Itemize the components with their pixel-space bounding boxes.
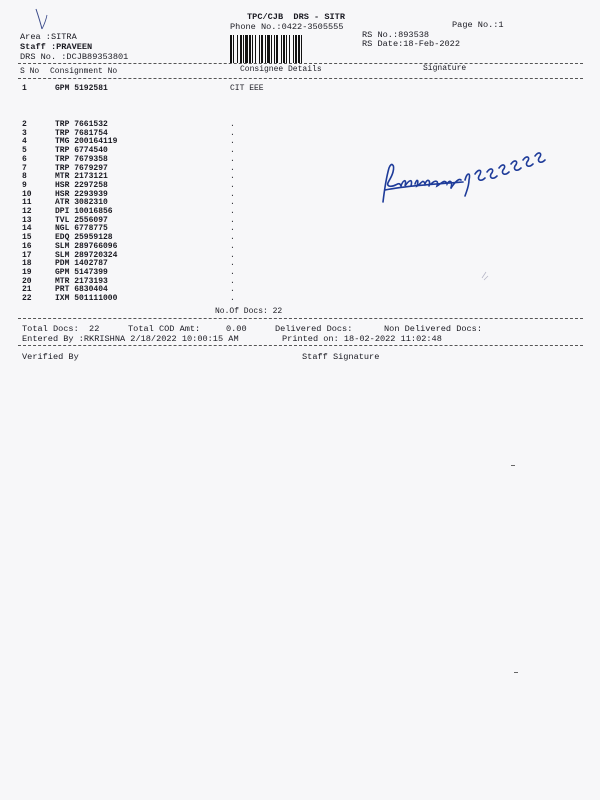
rs-date: RS Date:18-Feb-2022 xyxy=(362,39,460,49)
row-consignment-no: MTR 2173193 xyxy=(55,276,108,286)
phone-number: Phone No.:0422-3505555 xyxy=(230,22,344,32)
area-label: Area :SITRA xyxy=(20,32,77,42)
table-row xyxy=(0,259,600,268)
row-sno: 12 xyxy=(22,207,32,216)
row-consignment-no: DPI 10016856 xyxy=(55,207,113,216)
column-sno: S No xyxy=(20,67,40,76)
total-docs: Total Docs: 22 xyxy=(22,324,100,334)
table-row xyxy=(0,268,600,277)
row-consignee-details: . xyxy=(230,267,235,277)
row-sno: 16 xyxy=(22,241,32,251)
row-consignment-no: NGL 6778775 xyxy=(55,224,108,234)
row-consignee-details: . xyxy=(230,233,235,243)
speck-mark-icon xyxy=(478,268,494,284)
row-consignment-no: TVL 2556097 xyxy=(55,215,108,225)
row-sno: 7 xyxy=(22,163,27,173)
header-rule-bottom xyxy=(18,78,583,79)
page-number: Page No.:1 xyxy=(452,20,504,30)
barcode xyxy=(230,35,358,63)
row-consignment-no: TRP 7681754 xyxy=(55,128,108,138)
row-sno: 3 xyxy=(22,128,27,138)
column-signature: Signature xyxy=(423,64,467,73)
row-sno: 9 xyxy=(22,180,27,190)
row-sno: 5 xyxy=(22,146,27,156)
row-sno: 13 xyxy=(22,215,32,225)
row-consignment-no: TRP 7661532 xyxy=(55,120,108,129)
row-sno: 14 xyxy=(22,224,32,234)
staff-label: Staff :PRAVEEN xyxy=(20,42,93,52)
row-sno: 15 xyxy=(22,233,32,243)
docs-count: No.Of Docs: 22 xyxy=(215,307,283,316)
row-consignment-no: TRP 7679358 xyxy=(55,154,108,164)
row-sno: 21 xyxy=(22,285,32,295)
row-consignment-no: GPM 5147399 xyxy=(55,267,108,277)
table-row xyxy=(0,294,600,303)
row-consignee-details: . xyxy=(230,276,235,286)
row-sno: 20 xyxy=(22,276,32,286)
speck-dot xyxy=(514,672,518,673)
row-consignee-details: . xyxy=(230,154,235,164)
row-consignment-no: MTR 2173121 xyxy=(55,172,108,182)
row-consignee-details: . xyxy=(230,215,235,225)
staff-signature-label: Staff Signature xyxy=(302,352,380,362)
handwritten-signature xyxy=(375,140,555,220)
row-consignee-details: . xyxy=(230,163,235,173)
row-consignee-details: . xyxy=(230,172,235,182)
footer-rule-top xyxy=(18,318,583,319)
table-row xyxy=(0,251,600,260)
row-consignee-details: CIT EEE xyxy=(230,84,264,93)
row-consignment-no: EDQ 25959128 xyxy=(55,233,113,243)
table-row xyxy=(0,120,600,129)
row-sno: 19 xyxy=(22,267,32,277)
table-row xyxy=(0,129,600,138)
drs-number: DRS No. :DCJB89353801 xyxy=(20,52,129,62)
entered-by: Entered By :RKRISHNA 2/18/2022 10:00:15 AM xyxy=(22,334,239,344)
row-consignment-no: TRP 7679297 xyxy=(55,163,108,173)
row-consignment-no: PRT 6830404 xyxy=(55,285,108,295)
row-consignment-no: TMG 200164119 xyxy=(55,137,118,147)
row-consignment-no: TRP 6774540 xyxy=(55,146,108,156)
row-consignment-no: SLM 289720324 xyxy=(55,250,118,260)
row-consignment-no: HSR 2293939 xyxy=(55,189,108,199)
column-consignee: Consignee Details xyxy=(240,65,322,74)
row-consignment-no: GPM 5192581 xyxy=(55,84,108,93)
row-sno: 11 xyxy=(22,198,32,208)
row-consignment-no: HSR 2297258 xyxy=(55,180,108,190)
row-sno: 17 xyxy=(22,250,32,260)
table-row xyxy=(0,224,600,233)
row-consignee-details: . xyxy=(230,120,235,129)
verified-by: Verified By xyxy=(22,352,79,362)
row-sno: 8 xyxy=(22,172,27,182)
row-consignee-details: . xyxy=(230,128,235,138)
footer-rule-bottom xyxy=(18,345,583,346)
row-sno: 4 xyxy=(22,137,27,147)
row-consignee-details: . xyxy=(230,259,235,269)
row-consignee-details: . xyxy=(230,207,235,216)
header-rule-top xyxy=(18,63,583,64)
non-delivered-docs: Non Delivered Docs: xyxy=(384,324,482,334)
row-consignment-no: SLM 289766096 xyxy=(55,241,118,251)
row-consignee-details: . xyxy=(230,285,235,295)
row-consignee-details: . xyxy=(230,189,235,199)
total-cod-amount: Total COD Amt: 0.00 xyxy=(128,324,247,334)
row-sno: 10 xyxy=(22,189,32,199)
table-row xyxy=(0,285,600,294)
table-row xyxy=(0,242,600,251)
row-consignee-details: . xyxy=(230,180,235,190)
row-consignee-details: . xyxy=(230,294,235,303)
table-row xyxy=(0,277,600,286)
row-consignment-no: PDM 1402787 xyxy=(55,259,108,269)
row-consignment-no: IXM 501111000 xyxy=(55,294,118,303)
table-row xyxy=(0,84,600,93)
rs-number: RS No.:893538 xyxy=(362,30,430,40)
row-sno: 1 xyxy=(22,84,27,93)
row-consignee-details: . xyxy=(230,146,235,156)
row-consignee-details: . xyxy=(230,137,235,147)
row-consignee-details: . xyxy=(230,198,235,208)
delivered-docs: Delivered Docs: xyxy=(275,324,353,334)
printed-on: Printed on: 18-02-2022 11:02:48 xyxy=(282,334,442,344)
table-row xyxy=(0,233,600,242)
row-sno: 22 xyxy=(22,294,32,303)
speck-dot xyxy=(511,465,515,466)
document-title: TPC/CJB DRS - SITR xyxy=(247,12,345,22)
pen-mark-icon xyxy=(30,5,50,35)
row-consignee-details: . xyxy=(230,224,235,234)
row-consignee-details: . xyxy=(230,250,235,260)
row-consignment-no: ATR 3082310 xyxy=(55,198,108,208)
row-sno: 18 xyxy=(22,259,32,269)
row-sno: 6 xyxy=(22,154,27,164)
row-consignee-details: . xyxy=(230,241,235,251)
row-sno: 2 xyxy=(22,120,27,129)
column-consignment: Consignment No xyxy=(50,67,118,76)
